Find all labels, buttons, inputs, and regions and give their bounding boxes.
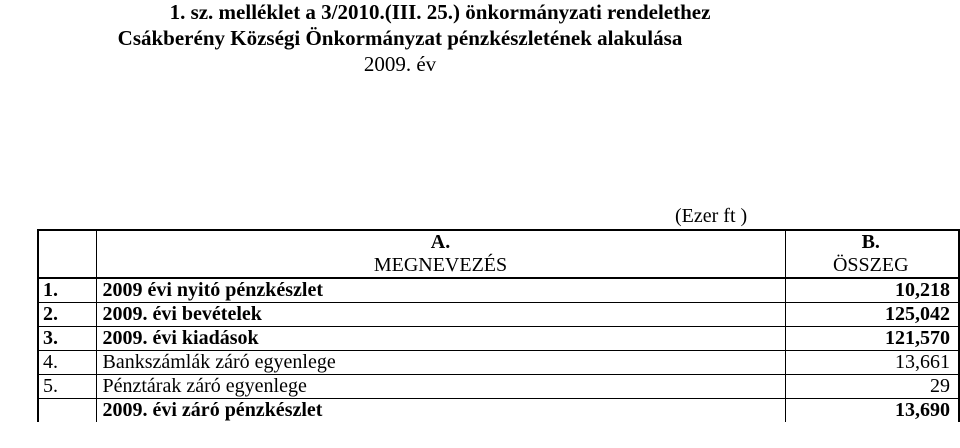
row-number: 1. [38,278,96,303]
row-name: 2009. évi kiadások [96,327,785,351]
table-row [38,303,959,327]
table-row [38,327,959,351]
row-amount: 121,570 [785,327,959,351]
row-name: 2009 évi nyitó pénzkészlet [96,278,785,303]
row-name: Pénztárak záró egyenlege [96,375,785,399]
column-b-label: ÖSSZEG [785,254,959,278]
row-number: 2. [38,303,96,327]
row-number: 3. [38,327,96,351]
table-row [38,278,959,303]
row-number: 4. [38,351,96,375]
column-a-letter: A. [96,230,785,254]
row-number: 5. [38,375,96,399]
header-row-labels [38,254,959,278]
header-row-letters [38,230,959,254]
document-title-line2: Csákberény Községi Önkormányzat pénzkészletének alakulása [117,26,683,50]
header-number-cell [38,230,96,254]
table-row [38,351,959,375]
table-row [38,375,959,399]
column-b-letter: B. [785,230,959,254]
cash-balance-table [37,229,960,422]
row-amount: 13,661 [785,351,959,375]
document-title-line1: 1. sz. melléklet a 3/2010.(III. 25.) önkormányzati rendelethez [169,0,711,24]
unit-label: (Ezer ft ) [675,205,748,227]
total-amount: 13,690 [785,399,959,423]
row-name: 2009. évi bevételek [96,303,785,327]
row-amount: 125,042 [785,303,959,327]
total-row [38,399,959,423]
header-number-cell [38,254,96,278]
total-name: 2009. évi záró pénzkészlet [96,399,785,423]
column-a-label: MEGNEVEZÉS [96,254,785,278]
row-name: Bankszámlák záró egyenlege [96,351,785,375]
document-title-year: 2009. év [363,52,437,76]
row-amount: 29 [785,375,959,399]
total-number-cell [38,399,96,423]
row-amount: 10,218 [785,278,959,303]
